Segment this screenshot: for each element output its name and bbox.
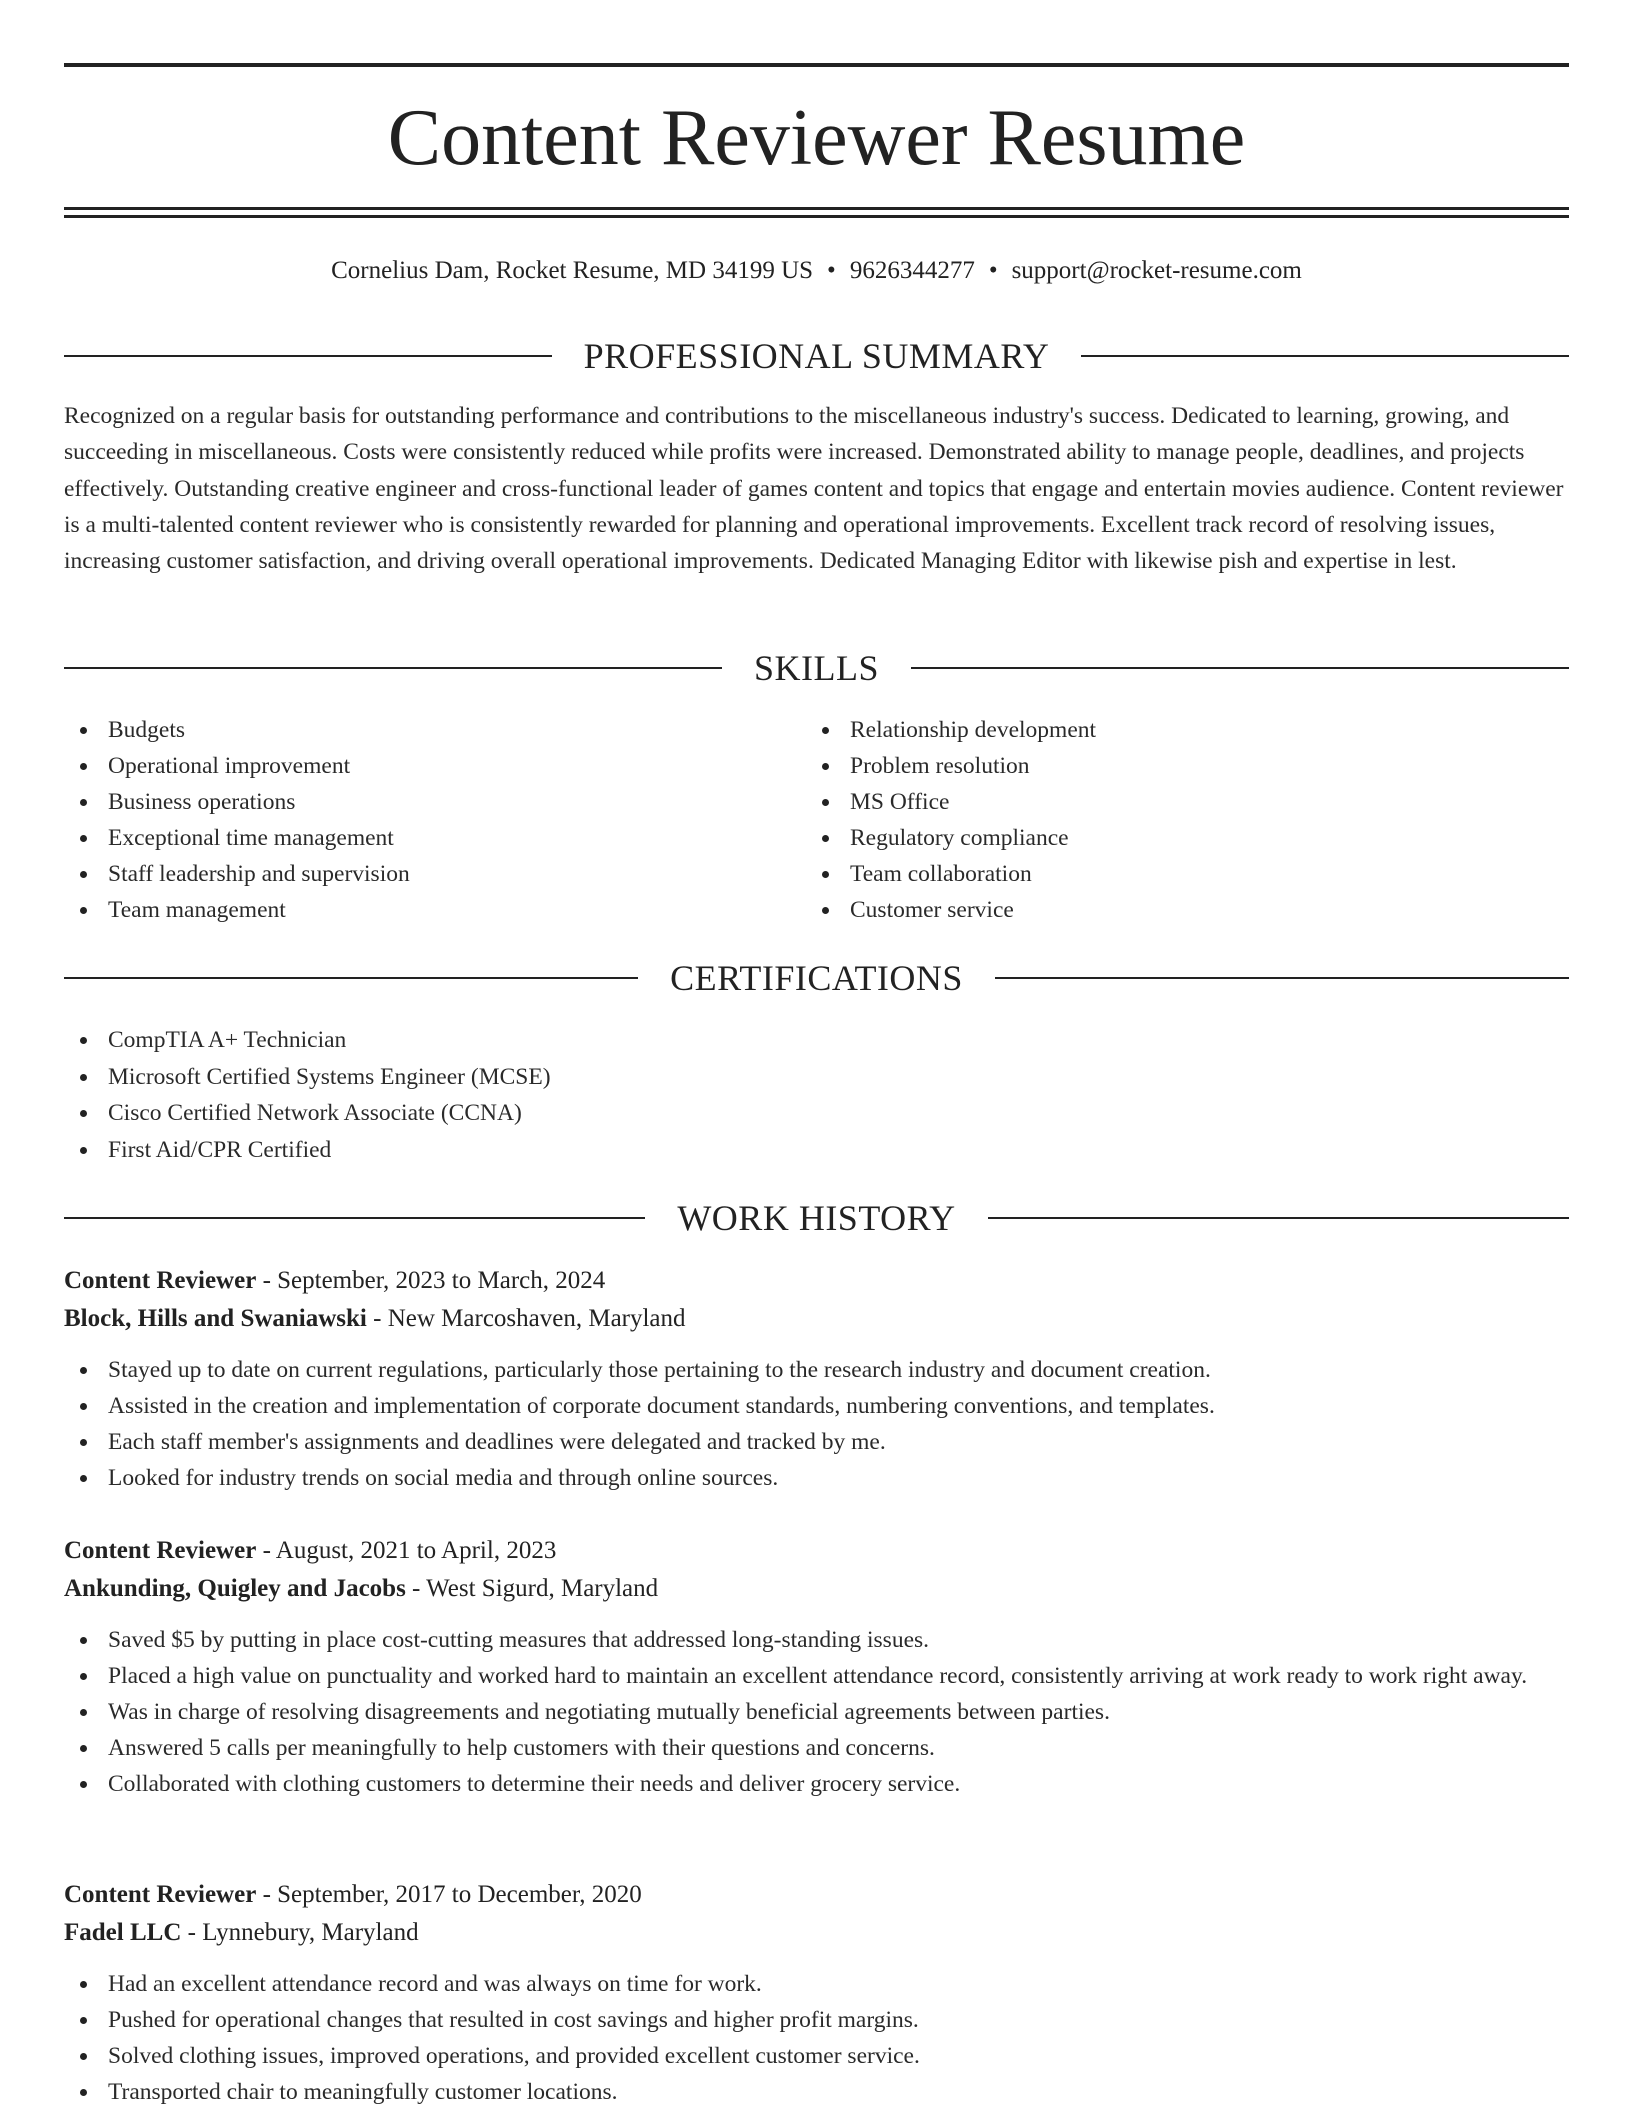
job-company: Fadel LLC	[64, 1919, 182, 1946]
heading-rule	[911, 667, 1569, 669]
job-location: - New Marcoshaven, Maryland	[366, 1305, 686, 1332]
section-heading-certifications	[64, 956, 1569, 1000]
job-location: - West Sigurd, Maryland	[405, 1575, 659, 1602]
job-entry	[64, 1532, 1569, 1802]
heading-rule	[64, 355, 552, 357]
certification-item: Microsoft Certified Systems Engineer (MCSE)	[64, 1059, 1569, 1096]
job-role-line	[64, 1532, 1569, 1570]
section-title: PROFESSIONAL SUMMARY	[583, 336, 1050, 376]
certifications-list	[64, 1022, 1569, 1168]
skill-item: Budgets	[64, 712, 806, 748]
job-bullet: Answered 5 calls per meaningfully to help customers with their questions and concerns.	[64, 1730, 1569, 1766]
job-bullet: Collaborated with clothing customers to determine their needs and deliver grocery service.	[64, 1766, 1569, 1802]
job-bullet: Each staff member's assignments and deadlines were delegated and tracked by me.	[64, 1424, 1569, 1460]
job-entry	[64, 1262, 1569, 1496]
heading-rule	[64, 1217, 645, 1219]
certification-item: CompTIA A+ Technician	[64, 1022, 1569, 1059]
skill-item: Team management	[64, 892, 806, 928]
heading-rule	[64, 667, 722, 669]
skill-item: Regulatory compliance	[806, 820, 1548, 856]
job-company: Ankunding, Quigley and Jacobs	[64, 1575, 406, 1602]
contact-separator: •	[988, 257, 998, 284]
job-dates: - September, 2017 to December, 2020	[256, 1881, 642, 1908]
job-bullet: Pushed for operational changes that resulted in cost savings and higher profit margins.	[64, 2002, 1569, 2038]
job-title: Content Reviewer	[64, 1881, 257, 1908]
skills-column-left	[64, 712, 806, 928]
job-dates: - September, 2023 to March, 2024	[256, 1267, 606, 1294]
skill-item: Customer service	[806, 892, 1548, 928]
skills-column-right	[806, 712, 1548, 928]
skill-item: Business operations	[64, 784, 806, 820]
section-heading-summary	[64, 334, 1569, 378]
job-company: Block, Hills and Swaniawski	[64, 1305, 367, 1332]
certification-item: First Aid/CPR Certified	[64, 1132, 1569, 1169]
job-bullets	[64, 1352, 1569, 1496]
job-bullet: Solved clothing issues, improved operations, and provided excellent customer service.	[64, 2038, 1569, 2074]
job-bullets	[64, 1966, 1569, 2110]
contact-phone: 9626344277	[849, 257, 975, 284]
job-bullet: Looked for industry trends on social media and through online sources.	[64, 1460, 1569, 1496]
double-rule	[64, 207, 1569, 218]
skill-item: MS Office	[806, 784, 1548, 820]
skill-item: Staff leadership and supervision	[64, 856, 806, 892]
skill-item: Team collaboration	[806, 856, 1548, 892]
job-title: Content Reviewer	[64, 1267, 257, 1294]
job-bullet: Assisted in the creation and implementation of corporate document standards, numbering conventions, and templates.	[64, 1388, 1569, 1424]
summary-text: Recognized on a regular basis for outstanding performance and contributions to the miscellaneous industry's success. Dedicated to learning, growing, and succeeding in miscellaneous. Costs were consistently reduced while profits were increased. Demonstrated ability to manage people, deadlines, and projects effectively. Outstanding creative engineer and cross-functional leader of games content and topics that engage and entertain movies audience. Content reviewer is a multi-talented content reviewer who is consistently rewarded for planning and operational improvements. Excellent track record of resolving issues, increasing customer satisfaction, and driving overall operational improvements. Dedicated Managing Editor with likewise pish and expertise in lest.	[64, 403, 1564, 575]
job-bullets	[64, 1622, 1569, 1802]
heading-rule	[64, 977, 638, 979]
job-role-line	[64, 1262, 1569, 1300]
job-bullet: Placed a high value on punctuality and worked hard to maintain an excellent attendance record, consistently arriving at work ready to work right away.	[64, 1658, 1569, 1694]
section-title: SKILLS	[754, 648, 880, 688]
contact-address: Cornelius Dam, Rocket Resume, MD 34199 US	[331, 257, 814, 284]
job-company-line	[64, 1914, 1569, 1952]
section-heading-skills	[64, 646, 1569, 690]
section-title: WORK HISTORY	[677, 1198, 956, 1238]
skill-item: Exceptional time management	[64, 820, 806, 856]
section-heading-work	[64, 1196, 1569, 1240]
skill-item: Relationship development	[806, 712, 1548, 748]
contact-line	[64, 254, 1569, 288]
skill-item: Operational improvement	[64, 748, 806, 784]
top-rule	[64, 63, 1569, 67]
contact-email: support@rocket-resume.com	[1011, 257, 1302, 284]
heading-rule	[988, 1217, 1569, 1219]
skill-item: Problem resolution	[806, 748, 1548, 784]
heading-rule	[1081, 355, 1569, 357]
skills-list	[64, 712, 1569, 928]
job-bullet: Saved $5 by putting in place cost-cutting measures that addressed long-standing issues.	[64, 1622, 1569, 1658]
job-bullet: Had an excellent attendance record and was always on time for work.	[64, 1966, 1569, 2002]
job-entry	[64, 1876, 1569, 2110]
job-role-line	[64, 1876, 1569, 1914]
job-company-line	[64, 1570, 1569, 1608]
job-location: - Lynnebury, Maryland	[181, 1919, 419, 1946]
job-bullet: Was in charge of resolving disagreements and negotiating mutually beneficial agreements between parties.	[64, 1694, 1569, 1730]
section-title: CERTIFICATIONS	[670, 958, 963, 998]
job-bullet: Transported chair to meaningfully customer locations.	[64, 2074, 1569, 2110]
job-title: Content Reviewer	[64, 1537, 257, 1564]
heading-rule	[995, 977, 1569, 979]
resume-title: Content Reviewer Resume	[387, 94, 1246, 182]
certification-item: Cisco Certified Network Associate (CCNA)	[64, 1095, 1569, 1132]
contact-separator: •	[827, 257, 836, 284]
job-bullet: Stayed up to date on current regulations, particularly those pertaining to the research industry and document creation.	[64, 1352, 1569, 1388]
job-dates: - August, 2021 to April, 2023	[256, 1537, 557, 1564]
job-company-line	[64, 1300, 1569, 1338]
